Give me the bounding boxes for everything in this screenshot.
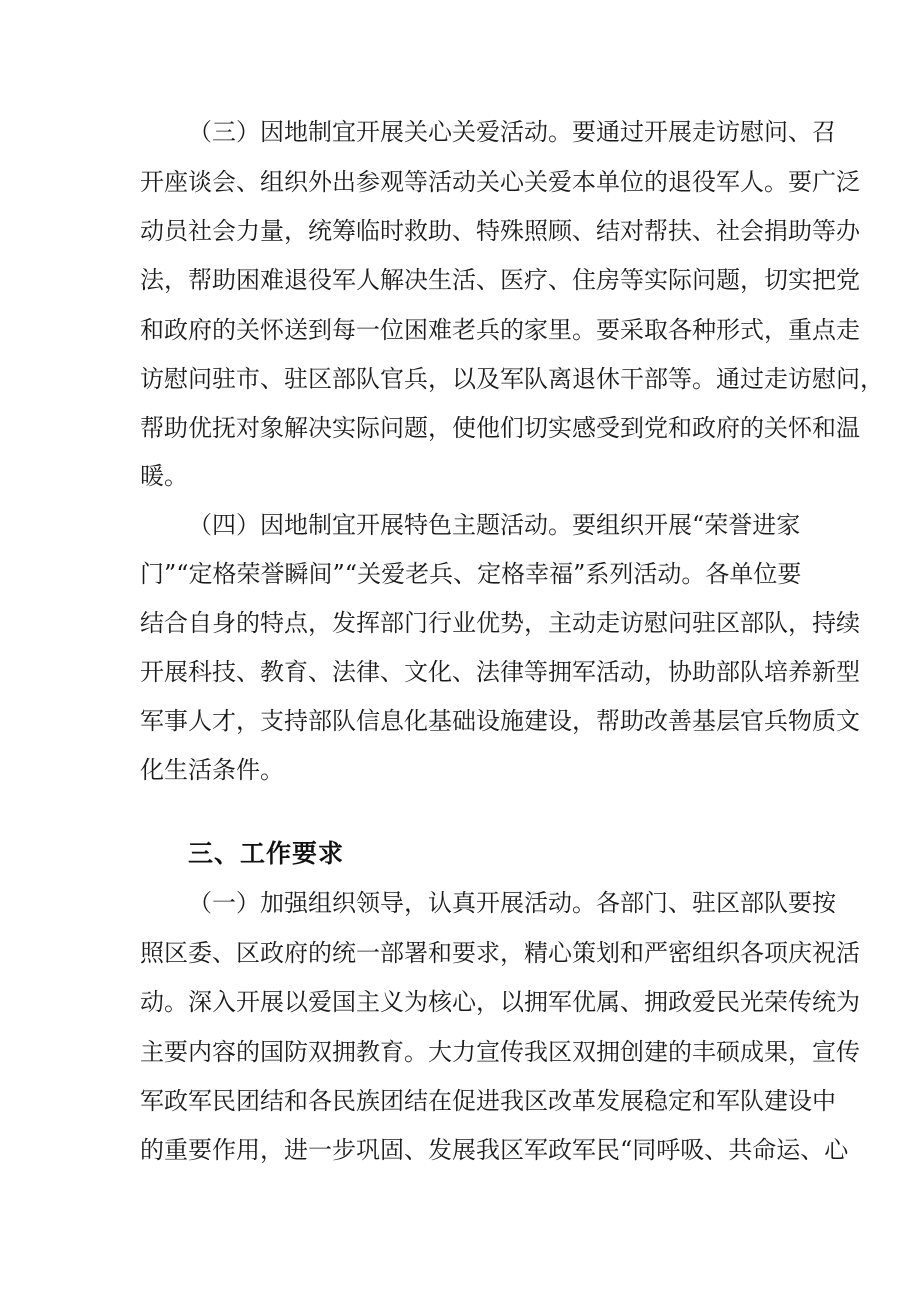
paragraph-line: 化生活条件。 (140, 756, 284, 784)
paragraph-line: 和政府的关怀送到每一位困难老兵的家里。要采取各种形式，重点走 (140, 316, 860, 344)
paragraph-line: 动员社会力量，统筹临时救助、特殊照顾、结对帮扶、社会捐助等办 (140, 217, 860, 245)
paragraph-line: 的重要作用，进一步巩固、发展我区军政军民“同呼吸、共命运、心 (140, 1136, 849, 1164)
paragraph-line: 访慰问驻市、驻区部队官兵，以及军队离退休干部等。通过走访慰问， (140, 365, 884, 393)
paragraph-line: 军政军民团结和各民族团结在促进我区改革发展稳定和军队建设中 (140, 1087, 836, 1115)
paragraph-line: 暖。 (140, 462, 188, 490)
paragraph-line: 帮助优抚对象解决实际问题，使他们切实感受到党和政府的关怀和温 (140, 414, 860, 442)
paragraph-line: 军事人才，支持部队信息化基础设施建设，帮助改善基层官兵物质文 (140, 707, 860, 735)
paragraph-line: 法，帮助困难退役军人解决生活、医疗、住房等实际问题，切实把党 (140, 266, 860, 294)
paragraph-line: 结合自身的特点，发挥部门行业优势，主动走访慰问驻区部队，持续 (140, 609, 860, 637)
paragraph-line: 开展科技、教育、法律、文化、法律等拥军活动，协助部队培养新型 (140, 658, 860, 686)
section-heading: 三、工作要求 (188, 839, 345, 868)
paragraph-line: （三）因地制宜开展关心关爱活动。要通过开展走访慰问、召 (188, 118, 836, 146)
paragraph-line: 照区委、区政府的统一部署和要求，精心策划和严密组织各项庆祝活 (140, 939, 860, 967)
paragraph-line: （四）因地制宜开展特色主题活动。要组织开展“荣誉进家 (188, 511, 801, 539)
paragraph-line: 门”“定格荣誉瞬间”“关爱老兵、定格幸福”系列活动。各单位要 (140, 560, 802, 588)
paragraph-line: 主要内容的国防双拥教育。大力宣传我区双拥创建的丰硕成果，宣传 (140, 1038, 860, 1066)
paragraph-line: 动。深入开展以爱国主义为核心，以拥军优属、拥政爱民光荣传统为 (140, 988, 860, 1016)
paragraph-line: （一）加强组织领导，认真开展活动。各部门、驻区部队要按 (188, 889, 836, 917)
paragraph-line: 开座谈会、组织外出参观等活动关心关爱本单位的退役军人。要广泛 (140, 168, 860, 196)
